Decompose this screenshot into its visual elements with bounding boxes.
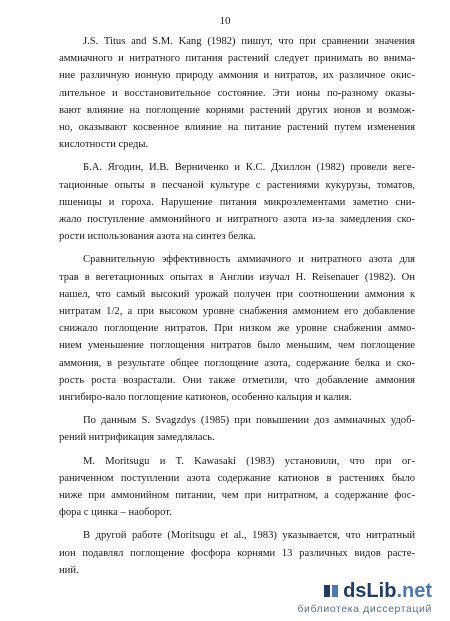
watermark-logo-main: dsLib: [343, 580, 397, 602]
text-line: ний.: [59, 564, 79, 576]
paragraph: [59, 527, 415, 579]
text-line: лительное и восстановительное состояние. Эти ионы по-разному оказы-: [59, 87, 415, 99]
text-line: аммиачного и нитратного питания растений следует принимать во внима-: [59, 53, 415, 65]
text-line: рость роста возрастали. Они также отметили, что добавление аммония: [59, 374, 415, 386]
text-line: пшеницы и гороха. Нарушение питания микроэлементами заметно сни-: [59, 196, 415, 208]
text-line: но, оказывают косвенное влияние на питание растений путем изменения: [59, 122, 415, 134]
text-line: ион подавлял поглощение фосфора корнями 13 различных видов расте-: [59, 547, 415, 559]
text-line: кислотности среды.: [59, 139, 149, 151]
text-line: жало поступление аммонийного и нитратного азота из-за замедления ско-: [59, 214, 415, 226]
text-line: ние различную ионную природу аммония и нитратов, их различное окис-: [59, 70, 415, 82]
text-line: фора с цинка – наоборот.: [59, 507, 172, 519]
text-line: ингибиро-вало поглощение катионов, особенно кальция и калия.: [59, 392, 352, 404]
paragraph: [59, 251, 415, 406]
text-line: В другой работе (Moritsugu et al., 1983) указывается, что нитратный: [83, 530, 415, 542]
text-line: J.S. Titus and S.M. Kang (1982) пишут, что при сравнении значения: [83, 36, 415, 47]
paragraph: [59, 412, 415, 446]
text-line: нашел, что самый высокий урожай получен при соотношении аммония к: [59, 288, 415, 300]
text-line: тационные опыты в песчаной культуре с растениями кукурузы, томатов,: [59, 179, 415, 191]
text-line: рений нитрификация замедлялась.: [59, 432, 215, 444]
text-line: снижало поглощение нитратов. При низком же уровне снабжения аммо-: [59, 323, 415, 335]
text-line: аммония, в результате общее поглощение азота, содержание белка и ско-: [59, 357, 415, 369]
text-line: вают влияние на поглощение корнями растений других ионов и возмож-: [59, 104, 415, 116]
text-line: Б.А. Ягодин, И.В. Верниченко и К.С. Дхиллон (1982) провели веге-: [83, 162, 415, 174]
watermark-logo: [232, 580, 432, 602]
page-number: 10: [219, 15, 231, 27]
text-line: нитратам 1/2, а при высоком уровне снабжения аммонием его добавление: [59, 306, 415, 318]
text-line: раниченном поступлении азота содержание катионов в растениях было: [59, 472, 415, 484]
text-line: нием уменьшение поглощения нитратов было меньшим, чем поглощение: [59, 340, 415, 352]
paragraph: [59, 33, 415, 153]
watermark-logo-suffix: .net: [396, 580, 432, 602]
text-line: ниже при аммонийном питании, чем при нитратном, а содержание фос-: [59, 490, 415, 502]
watermark: [232, 580, 432, 615]
text-line: По данным S. Svagzdys (1985) при повышении доз аммиачных удоб-: [83, 415, 415, 427]
watermark-tagline: библиотека диссертаций: [297, 603, 432, 615]
text-line: рости использования азота на синтез белка.: [59, 231, 256, 243]
paragraph: [59, 159, 415, 245]
paragraph: [59, 453, 415, 522]
book-icon: [323, 583, 339, 599]
text-line: Сравнительную эффективность аммиачного и нитратного азота для: [83, 254, 415, 266]
document-body: [59, 33, 415, 585]
text-line: трав в вегетационных опытах в Англии изучал H. Reisenauer (1982). Он: [59, 271, 415, 283]
text-line: M. Moritsugu и T. Kawasaki (1983) установили, что при ог-: [83, 455, 415, 467]
